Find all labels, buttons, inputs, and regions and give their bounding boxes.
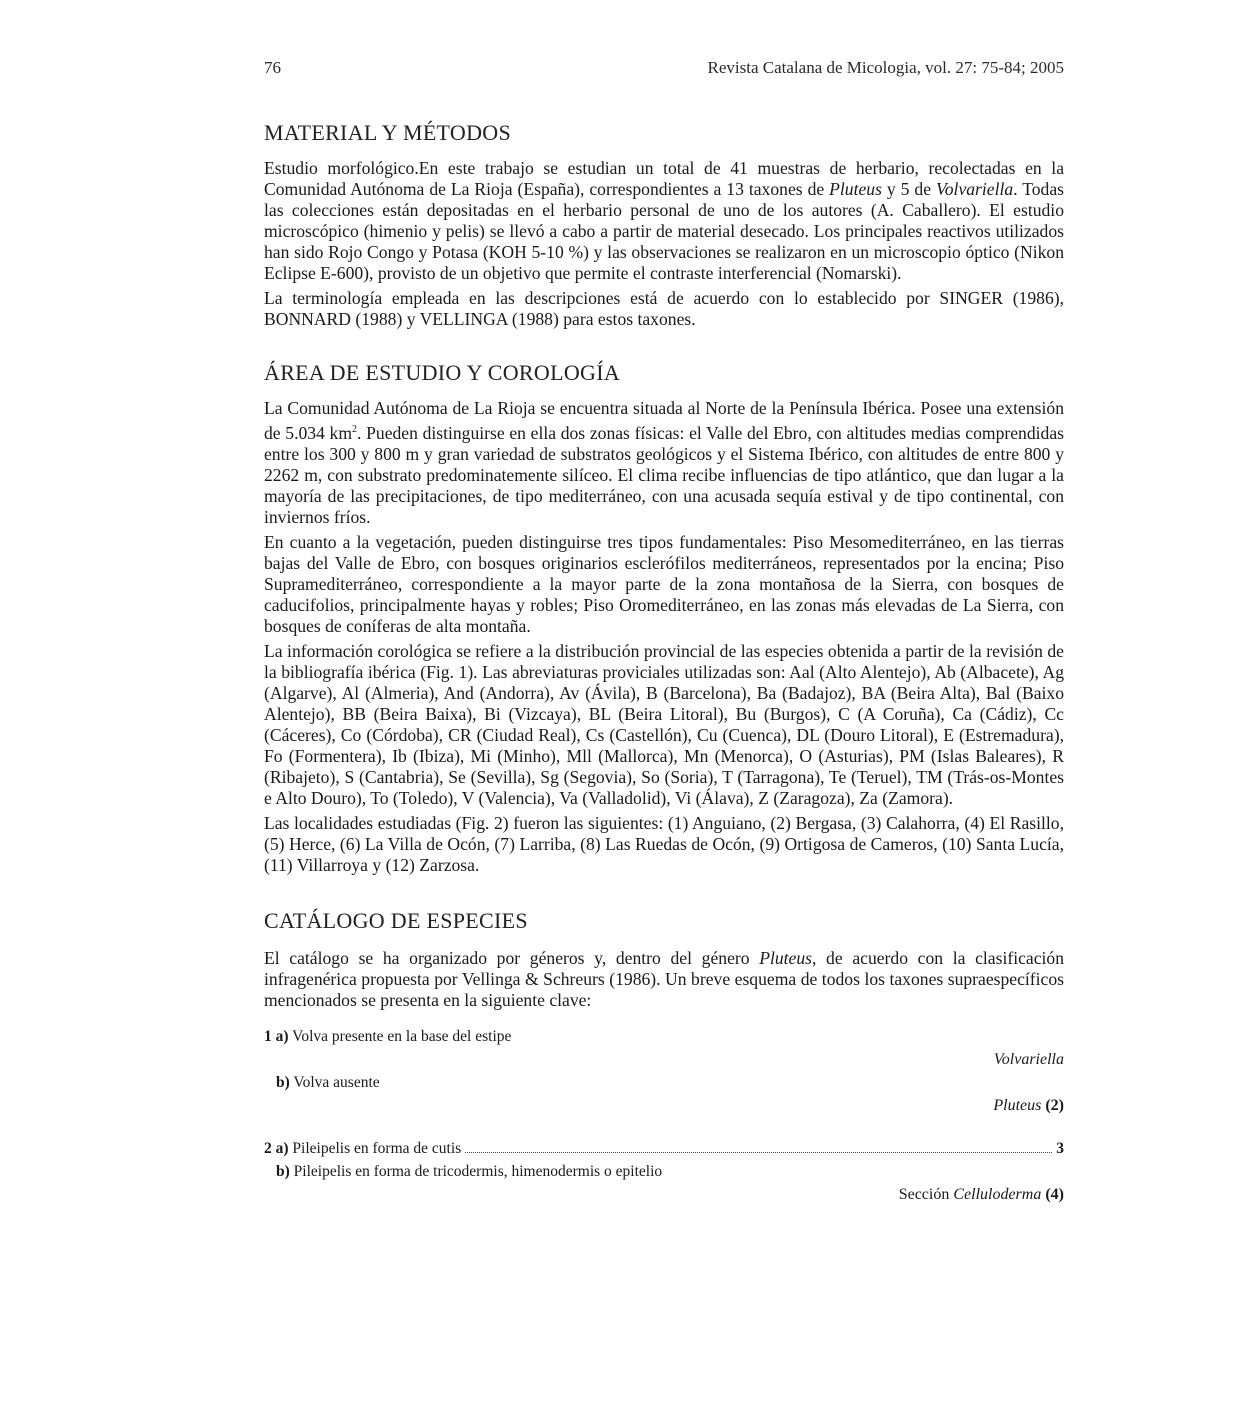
section-title-catalogo: CATÁLOGO DE ESPECIES <box>264 907 528 933</box>
key-result-1b: Pluteus (2) <box>993 1096 1064 1114</box>
key-entry-1b: b) Volva ausente <box>276 1073 380 1091</box>
key-entry-2a: 2 a) Pileipelis en forma de cutis 3 <box>264 1139 1064 1157</box>
running-header <box>264 58 1064 84</box>
paragraph-area-1: La Comunidad Autónoma de La Rioja se encuentra situada al Norte de la Península Ibérica. Posee una extensión de 5.034 $km^2$. Pueden distinguirse en ella dos zonas físicas: el Valle del Ebro, con altitudes medias comprendidas entre los 300 y 800 m y gran variedad de substratos geológicos y el Sistema Ibérico, con altitudes de entre 800 y 2262 m, con substrato predominatemente silíceo. El clima recibe influencias de tipo atlántico, que dan lugar a la mayoría de las precipitaciones, de tipo mediterráneo, con una acusada sequía estival y de tipo continental, con inviernos fríos. <box>264 398 1064 527</box>
key-result-2b: Sección Celluloderma (4) <box>898 1185 1064 1203</box>
key-result-1a: Volvariella <box>993 1050 1064 1068</box>
paragraph-area-4: Las localidades estudiadas (Fig. 2) fueron las siguientes: (1) Anguiano, (2) Bergasa, (3) Calahorra, (4) El Rasillo, (5) Herce, (6) La Villa de Ocón, (7) Larriba, (8) Las Ruedas de Ocón, (9) Ortigosa de Cameros, (10) Santa Lucía, (11) Villarroya y (12) Zarzosa. <box>264 812 1064 875</box>
paragraph-area-2: En cuanto a la vegetación, pueden distinguirse tres tipos fundamentales: Piso Mesomediterráneo, en las tierras bajas del Valle de Ebro, con bosques originarios esclerófilos mediterráneos, representados por la encina; Piso Supramediterráneo, correspondiente a la mayor parte de la zona montañosa de la Sierra, con bosques de caducifolios, principalmente hayas y robles; Piso Oromediterráneo, en las zonas más elevadas de La Sierra, con bosques de coníferas de alta montaña. <box>264 531 1064 636</box>
paragraph-catalogo-1: El catálogo se ha organizado por géneros y, dentro del género Pluteus, de acuerdo con la clasificación infragenérica propuesta por Vellinga & Schreurs (1986). Un breve esquema de todos los taxones supraespecíficos mencionados se presenta en la siguiente clave: <box>264 947 1064 1010</box>
section-title-area: ÁREA DE ESTUDIO Y COROLOGÍA <box>264 360 621 385</box>
leader-dots <box>465 1152 1052 1153</box>
page <box>264 58 1064 1206</box>
paragraph-area-3: La información corológica se refiere a la distribución provincial de las especies obtenida a partir de la revisión de la bibliografía ibérica (Fig. 1). Las abreviaturas proviciales utilizadas son: Aal (Alto Alentejo), Ab (Albacete), Ag (Algarve), Al (Almeria), And (Andorra), Av (Ávila), B (Barcelona), Ba (Badajoz), BA (Beira Alta), Bal (Baixo Alentejo), BB (Beira Baixa), Bi (Vizcaya), BL (Beira Litoral), Bu (Burgos), C (A Coruña), Ca (Cádiz), Cc (Cáceres), Co (Córdoba), CR (Ciudad Real), Cs (Castellón), Cu (Cuenca), DL (Douro Litoral), E (Estremadura), Fo (Formentera), Ib (Ibiza), Mi (Minho), Mll (Mallorca), Mn (Menorca), O (Asturias), PM (Islas Baleares), R (Ribajeto), S (Cantabria), Se (Sevilla), Sg (Segovia), So (Soria), T (Tarragona), Te (Teruel), TM (Trás-os-Montes e Alto Douro), To (Toledo), V (Valencia), Va (Valladolid), Vi (Álava), Z (Zaragoza), Za (Zamora). <box>264 640 1064 808</box>
key-entry-1a: 1 a) Volva presente en la base del estipe <box>264 1027 512 1045</box>
paragraph-material-2: La terminología empleada en las descripciones está de acuerdo con lo establecido por SINGER (1986), BONNARD (1988) y VELLINGA (1988) para estos taxones. <box>264 288 1064 329</box>
page-number: 76 <box>264 58 281 77</box>
section-title-material: MATERIAL Y MÉTODOS <box>264 120 511 145</box>
key-entry-2b: b) Pileipelis en forma de tricodermis, himenodermis o epitelio <box>276 1162 663 1180</box>
paragraph-material-1: Estudio morfológico.En este trabajo se estudian un total de 41 muestras de herbario, recolectadas en la Comunidad Autónoma de La Rioja (España), correspondientes a 13 taxones de Pluteus y 5 de Volvariella. Todas las colecciones están depositadas en el herbario personal de uno de los autores (A. Caballero). El estudio microscópico (himenio y pelis) se llevó a cabo a partir de material desecado. Los principales reactivos utilizados han sido Rojo Congo y Potasa (KOH 5-10 %) y las observaciones se realizaron en un microscopio óptico (Nikon Eclipse E-600), provisto de un objetivo que permite el contraste interferencial (Nomarski). <box>264 158 1064 283</box>
identification-key <box>264 1025 1064 1206</box>
journal-citation: Revista Catalana de Micologia, vol. 27: 75-84; 2005 <box>707 58 1064 77</box>
